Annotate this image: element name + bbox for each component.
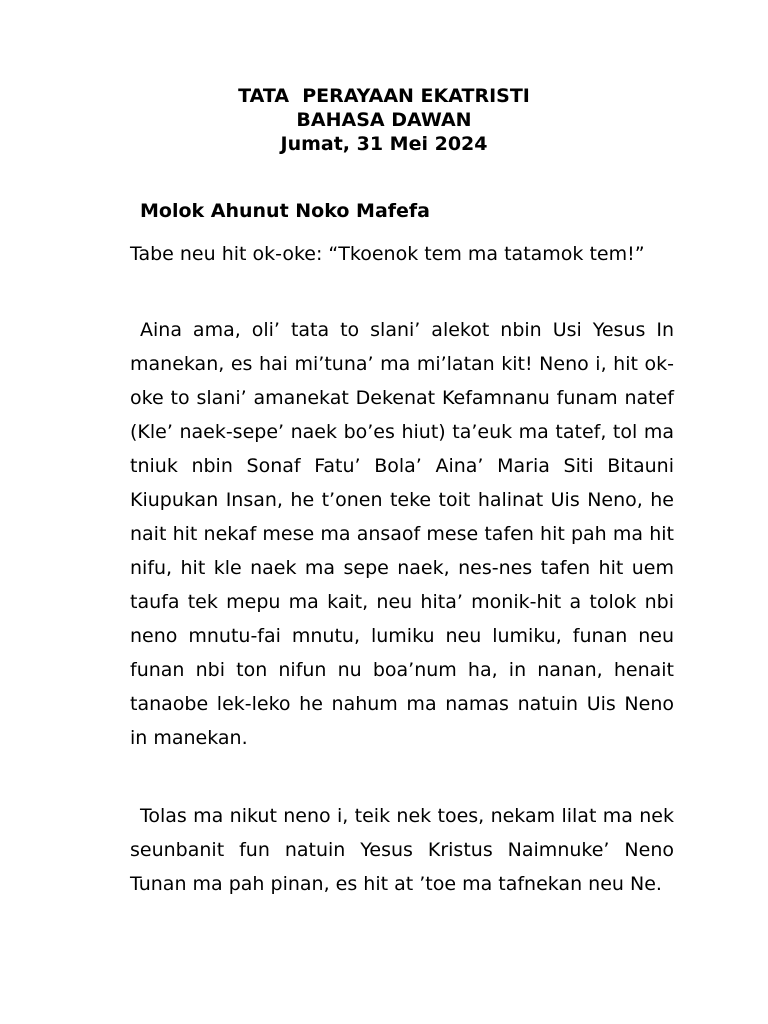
section-heading: Molok Ahunut Noko Mafefa: [140, 200, 431, 222]
paragraph-closing: Tolas ma nikut neno i, teik nek toes, nekam lilat ma nek seunbanit fun natuin Yesus Kristus Naimnuke’ Neno Tunan ma pah pinan, es hit at ’toe ma tafnekan neu Ne.: [130, 805, 674, 895]
title-line-1: TATA PERAYAAN EKATRISTI: [238, 85, 530, 107]
paragraph-introduction: Aina ama, oli’ tata to slani’ alekot nbin Usi Yesus In manekan, es hai mi’tuna’ ma mi’latan kit! Neno i, hit ok-oke to slani’ amanekat Dekenat Kefamnanu funam natef (Kle’ naek-sepe’ naek bo’es hiut) ta’euk ma tatef, tol ma tniuk nbin Sonaf Fatu’ Bola’ Aina’ Maria Siti Bitauni Kiupukan Insan, he t’onen teke toit halinat Uis Neno, he nait hit nekaf mese ma ansaof mese tafen hit pah ma hit nifu, hit kle naek ma sepe naek, nes-nes tafen hit uem taufa tek mepu ma kait, neu hita’ monik-hit a tolok nbi neno mnutu-fai mnutu, lumiku neu lumiku, funan neu funan nbi ton nifun nu boa’num ha, in nanan, henait tanaobe lek-leko he nahum ma namas natuin Uis Neno in manekan.: [130, 319, 674, 749]
document-title: [0, 84, 768, 156]
paragraph-greeting: Tabe neu hit ok-oke: “Tkoenok tem ma tatamok tem!”: [130, 243, 645, 265]
title-date: Jumat, 31 Mei 2024: [280, 133, 488, 155]
title-line-2: BAHASA DAWAN: [296, 109, 472, 131]
